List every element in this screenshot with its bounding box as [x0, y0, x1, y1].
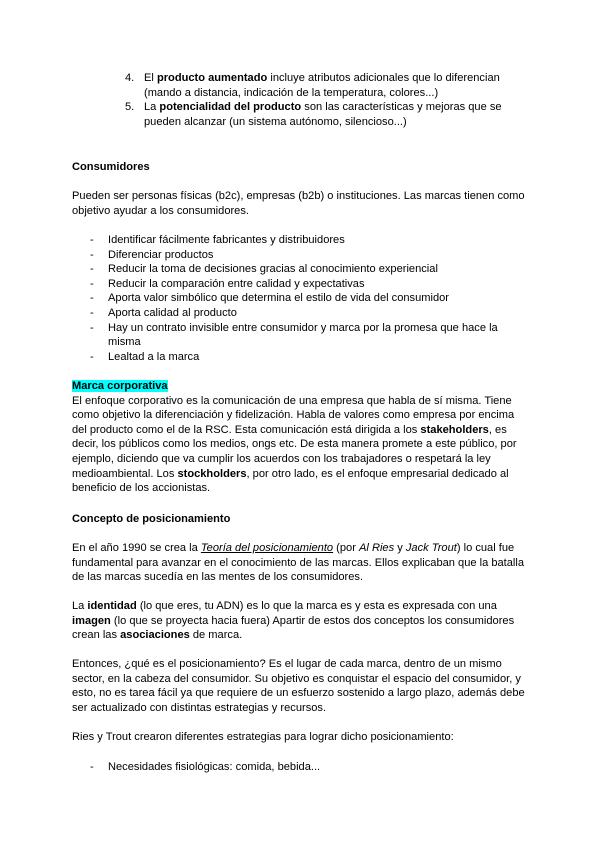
- posicionamiento-paragraph-1: En el año 1990 se crea la Teoría del posicionamiento (por Al Ries y Jack Trout) lo cual fue fundamental para avanzar en el conocimiento de las marcas. Ellos explicaban que la batalla de las marcas sucedía en las mentes de los consumidores.: [72, 542, 525, 584]
- product-level-item-5: [125, 100, 525, 129]
- posicionamiento-paragraph-4: Ries y Trout crearon diferentes estrategias para lograr dicho posicionamiento:: [72, 731, 454, 743]
- bold-term: stockholders: [177, 467, 247, 480]
- list-item: - Hay un contrato invisible entre consumidor y marca por la promesa que hace la misma: [90, 321, 498, 349]
- item-number: 4.: [125, 72, 135, 84]
- posicionamiento-paragraph-2: La identidad (lo que eres, tu ADN) es lo que la marca es y esta es expresada con una imagen (lo que se proyecta hacia fuera) Apartir de estos dos conceptos los consumidores crean las asociaciones de marca.: [72, 600, 515, 642]
- marca-section: [72, 379, 528, 496]
- list-item: - Reducir la toma de decisiones gracias al conocimiento experiencial: [90, 263, 438, 276]
- item-text: La potencialidad del producto son las características y mejoras que se pueden alcanzar (un sistema autónomo, silencioso...): [144, 101, 502, 128]
- highlighted-heading: Marca corporativa: [72, 380, 168, 392]
- bold-term: stakeholders: [420, 423, 489, 436]
- product-level-item-4: [125, 71, 525, 100]
- estrategias-list: [90, 760, 520, 775]
- list-item: - Identificar fácilmente fabricantes y distribuidores: [90, 234, 345, 246]
- list-item: - Aporta valor simbólico que determina el estilo de vida del consumidor: [90, 292, 450, 305]
- consumidores-list: [90, 233, 520, 364]
- bold-term: potencialidad del producto: [159, 101, 302, 113]
- author-name: Jack Trout: [405, 542, 457, 554]
- marca-paragraph: El enfoque corporativo es la comunicación de una empresa que habla de sí misma. Tiene como objetivo la diferenciación y fidelización. Habla de valores como empresa por encima del producto como el de la RSC. Esta comunicación está dirigida a los stakeholders, es decir, los públicos como los medios, ongs etc. De esta manera promete a este público, por ejemplo, diciendo que va cumplir los acuerdos con los trabajadores o respetará la ley medioambiental. Los stockholders, por otro lado, es el enfoque empresarial dedicado al beneficio de los accionistas.: [72, 394, 517, 495]
- heading-consumidores: Consumidores: [72, 161, 150, 173]
- list-item: - Reducir la comparación entre calidad y expectativas: [90, 277, 365, 290]
- bold-term: producto aumentado: [156, 72, 268, 84]
- author-name: Al Ries: [359, 542, 395, 554]
- list-item: - Diferenciar productos: [90, 248, 214, 261]
- item-number: 5.: [125, 101, 135, 113]
- item-text: El producto aumentado incluye atributos adicionales que lo diferencian (mando a distancia, indicación de la temperatura, colores...): [144, 72, 500, 99]
- list-item: - Aporta calidad al producto: [90, 306, 237, 319]
- list-item: - Necesidades fisiológicas: comida, bebida...: [90, 761, 321, 773]
- heading-marca-corporativa: [72, 379, 528, 394]
- posicionamiento-paragraph-3: Entonces, ¿qué es el posicionamiento? Es el lugar de cada marca, dentro de un mismo sector, en la cabeza del consumidor. Su objetivo es conquistar el espacio del consumidor, y esto, no es tarea fácil ya que requiere de un esfuerzo sostenido a largo plazo, además debe ser actualizado con distintas estrategias y recursos.: [72, 658, 525, 714]
- teoria-link[interactable]: Teoría del posicionamiento: [200, 542, 334, 554]
- bold-term: imagen: [72, 614, 111, 627]
- list-item: - Lealtad a la marca: [90, 350, 200, 363]
- bold-term: asociaciones: [120, 629, 190, 642]
- heading-posicionamiento: Concepto de posicionamiento: [72, 513, 231, 525]
- consumidores-intro: Pueden ser personas físicas (b2c), empresas (b2b) o instituciones. Las marcas tienen como objetivo ayudar a los consumidores.: [72, 190, 525, 217]
- bold-term: identidad: [87, 600, 137, 612]
